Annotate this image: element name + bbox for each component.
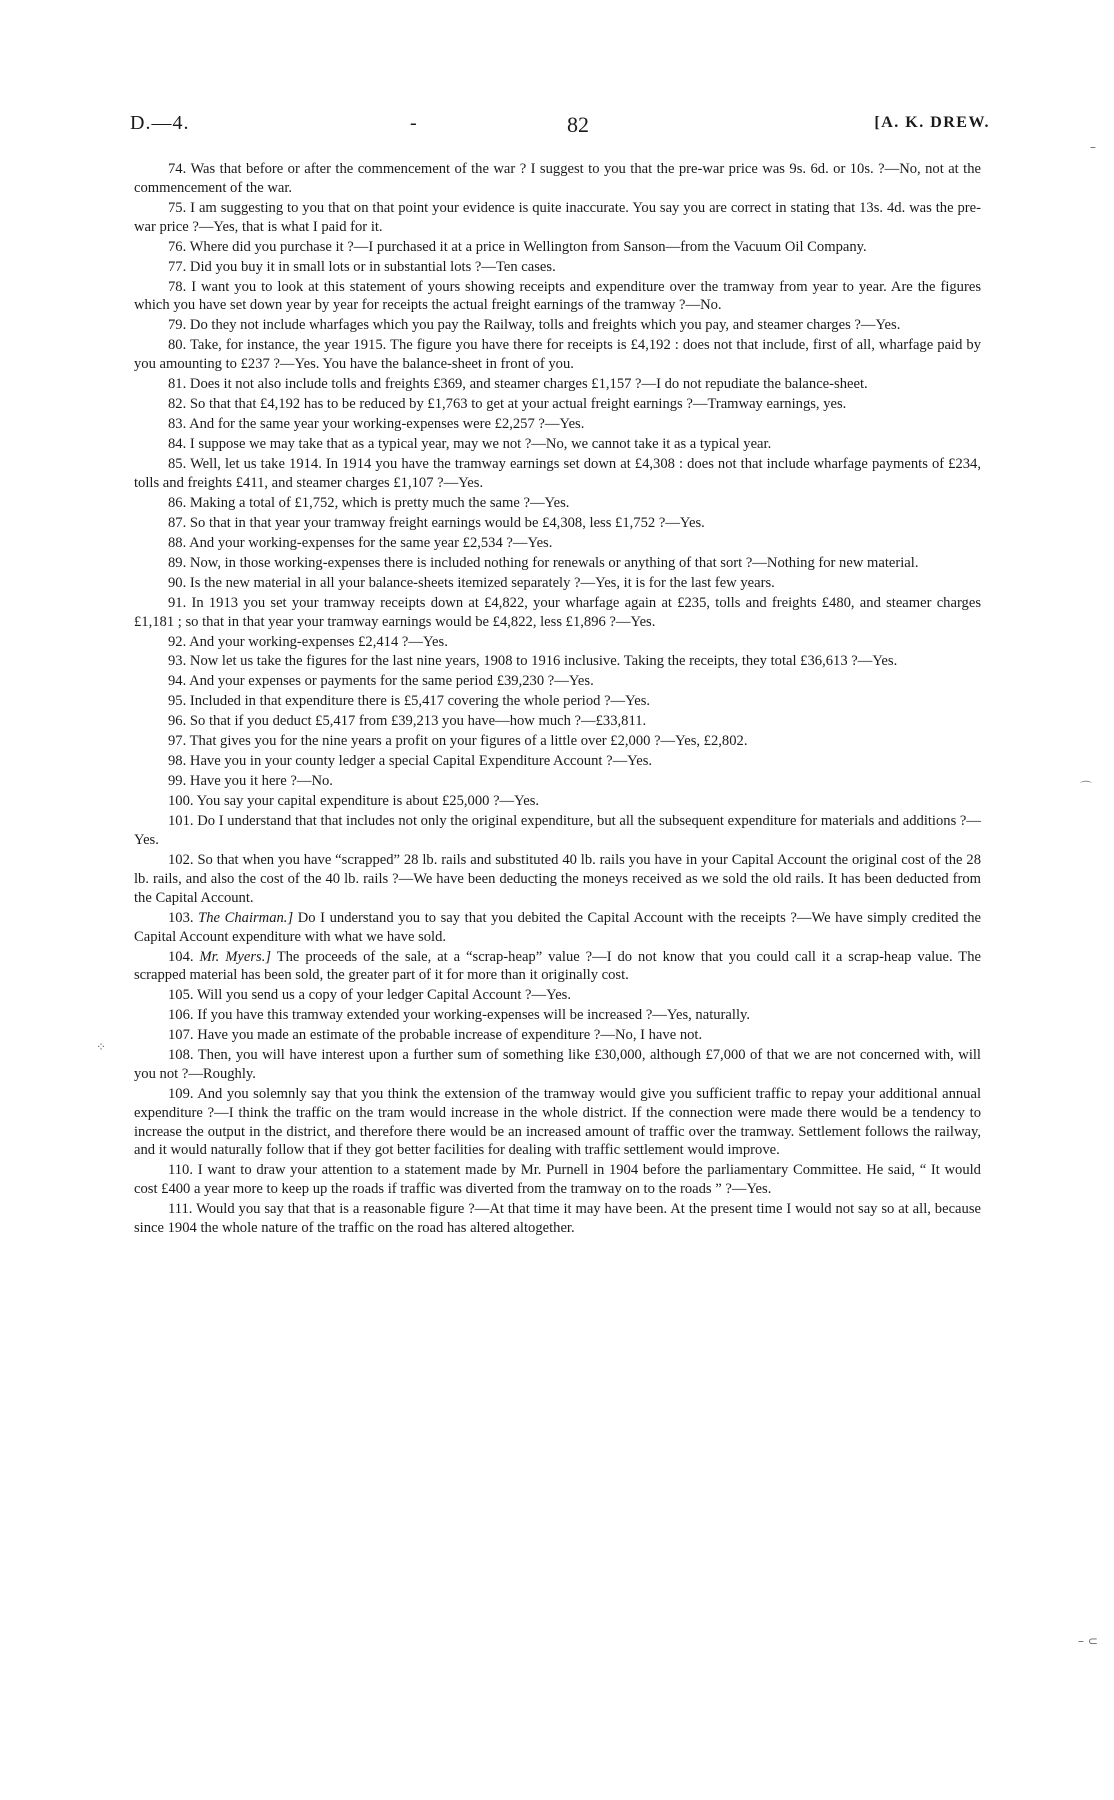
question-paragraph <box>134 1200 981 1238</box>
margin-mark-top-right: – <box>1090 140 1096 154</box>
question-paragraph <box>134 1026 981 1045</box>
question-number: 110. <box>168 1162 193 1179</box>
question-answer-text: So that in that year your tramway freight earnings would be £4,308, less £1,752 ?—Yes. <box>189 514 705 531</box>
question-number: 74. <box>168 161 187 177</box>
question-paragraph <box>134 316 981 335</box>
question-answer-text: So that when you have “scrapped” 28 lb. rails and substituted 40 lb. rails you have in your Capital Account the original cost of the 28 lb. rails, and also the cost of the 40 lb. rails ?—We have been deducting the moneys received as we sold the old rails. It has been deducted from the Capital Account. <box>134 852 981 906</box>
question-number: 75. <box>168 199 187 216</box>
question-paragraph <box>134 435 981 454</box>
header-dash: - <box>410 112 417 134</box>
question-number: 109. <box>168 1086 194 1103</box>
question-answer-text: And your expenses or payments for the same period £39,230 ?—Yes. <box>189 673 594 690</box>
question-answer-text: Does it not also include tolls and freights £369, and steamer charges £1,157 ?—I do not repudiate the balance-sheet. <box>189 376 868 393</box>
testimony-body <box>134 160 981 1239</box>
question-paragraph <box>134 792 981 811</box>
question-answer-text: The proceeds of the sale, at a “scrap-heap” value ?—I do not know that you could call it a scrap-heap value. The scrapped material has been sold, the greater part of it for more than it originally cost. <box>134 948 981 984</box>
question-paragraph <box>134 1046 981 1084</box>
question-number: 90. <box>168 574 187 591</box>
question-answer-text: If you have this tramway extended your working-expenses will be increased ?—Yes, naturally. <box>197 1007 750 1024</box>
question-paragraph <box>134 752 981 771</box>
question-answer-text: So that if you deduct £5,417 from £39,213 you have—how much ?—£33,811. <box>189 713 647 730</box>
margin-mark-left: ⁘ <box>96 1040 107 1054</box>
question-answer-text: Now let us take the figures for the last nine years, 1908 to 1916 inclusive. Taking the receipts, they total £36,613 ?—Yes. <box>189 653 898 670</box>
question-paragraph <box>134 336 981 374</box>
question-answer-text: Included in that expenditure there is £5,417 covering the whole period ?—Yes. <box>189 693 651 710</box>
question-number: 77. <box>168 258 187 275</box>
question-number: 80. <box>168 337 187 354</box>
question-number: 101. <box>168 813 194 830</box>
question-answer-text: So that that £4,192 has to be reduced by £1,763 to get at your actual freight earnings ?—Tramway earnings, yes. <box>189 396 847 413</box>
question-paragraph <box>134 395 981 414</box>
question-paragraph <box>134 375 981 394</box>
question-number: 102. <box>168 852 194 869</box>
question-number: 79. <box>168 317 187 334</box>
question-answer-text: And you solemnly say that you think the extension of the tramway would give you sufficient traffic to repay your additional annual expenditure ?—I think the traffic on the tram would increase in the whole district. If the connection were made there would be a tendency to increase the output in the district, and therefore there would be an increased amount of traffic over the tramway. Settlement follows the railway, and it would naturally follow that if they got better facilities for dealing with traffic settlement would improve. <box>134 1086 982 1159</box>
question-paragraph <box>134 278 981 316</box>
question-number: 86. <box>168 494 187 511</box>
question-answer-text: Now, in those working-expenses there is included nothing for renewals or anything of that sort ?—Nothing for new material. <box>189 554 919 571</box>
question-paragraph <box>134 494 981 513</box>
page-number: 82 <box>567 112 589 137</box>
question-number: 107. <box>168 1027 194 1044</box>
question-number: 84. <box>168 436 187 453</box>
question-answer-text: Do I understand that that includes not only the original expenditure, but all the subsequent expenditure for materials and additions ?—Yes. <box>134 813 981 849</box>
question-number: 100. <box>168 793 194 810</box>
question-answer-text: Then, you will have interest upon a further sum of something like £30,000, although £7,000 of that we are not concerned with, will you not ?—Roughly. <box>134 1047 981 1083</box>
question-number: 99. <box>168 773 187 790</box>
question-number: 85. <box>168 456 187 473</box>
question-paragraph <box>134 554 981 573</box>
margin-mark-bottom-right: – ⊂ <box>1078 1634 1098 1648</box>
question-number: 108. <box>168 1047 194 1064</box>
question-answer-text: Do I understand you to say that you debited the Capital Account with the receipts ?—We have simply credited the Capital Account expenditure with what we have sold. <box>134 909 982 945</box>
question-answer-text: Will you send us a copy of your ledger Capital Account ?—Yes. <box>196 987 571 1004</box>
question-paragraph <box>134 594 981 632</box>
question-answer-text: I want to draw your attention to a statement made by Mr. Purnell in 1904 before the parliamentary Committee. He said, “ It would cost £400 a year more to keep up the roads if traffic was diverted from the tramway on to the roads ” ?—Yes. <box>134 1162 981 1198</box>
question-number: 89. <box>168 554 187 571</box>
question-paragraph <box>134 455 981 493</box>
question-answer-text: And for the same year your working-expenses were £2,257 ?—Yes. <box>189 416 585 433</box>
question-number: 95. <box>168 693 187 710</box>
question-paragraph <box>134 238 981 257</box>
question-number: 82. <box>168 396 187 413</box>
question-paragraph <box>134 909 981 947</box>
question-number: 92. <box>168 633 187 650</box>
question-paragraph <box>134 812 981 850</box>
question-paragraph <box>134 851 981 907</box>
question-paragraph <box>134 652 981 671</box>
question-number: 111. <box>168 1201 193 1218</box>
question-paragraph <box>134 633 981 652</box>
question-answer-text: Is the new material in all your balance-sheets itemized separately ?—Yes, it is for the last few years. <box>189 574 775 591</box>
speaker-attribution: The Chairman.] <box>198 909 294 926</box>
question-paragraph <box>134 415 981 434</box>
question-number: 87. <box>168 514 187 531</box>
question-paragraph <box>134 160 981 198</box>
question-number: 76. <box>168 238 187 255</box>
question-number: 106. <box>168 1007 194 1024</box>
question-number: 105. <box>168 987 194 1004</box>
question-paragraph <box>134 514 981 533</box>
question-answer-text: Take, for instance, the year 1915. The figure you have there for receipts is £4,192 : does not that include, first of all, wharfage paid by you amounting to £237 ?—Yes. You have the balance-sheet in front of you. <box>134 337 981 373</box>
question-paragraph <box>134 732 981 751</box>
question-answer-text: That gives you for the nine years a profit on your figures of a little over £2,000 ?—Yes, £2,802. <box>189 733 748 750</box>
question-answer-text: Did you buy it in small lots or in substantial lots ?—Ten cases. <box>189 258 556 275</box>
question-answer-text: And your working-expenses for the same year £2,534 ?—Yes. <box>189 534 553 551</box>
speaker-attribution: Mr. Myers.] <box>199 948 272 965</box>
question-number: 88. <box>168 534 187 551</box>
question-paragraph <box>134 534 981 553</box>
question-answer-text: Well, let us take 1914. In 1914 you have the tramway earnings set down at £4,308 : does not that include wharfage payments of £234, tolls and freights £411, and steamer charges £1,107 ?—Yes. <box>134 456 981 491</box>
question-number: 94. <box>168 673 187 690</box>
question-answer-text: I am suggesting to you that on that point your evidence is quite inaccurate. You say you are correct in stating that 13s. 4d. was the pre-war price ?—Yes, that is what I paid for it. <box>134 199 981 235</box>
question-paragraph <box>134 258 981 277</box>
question-answer-text: I want you to look at this statement of yours showing receipts and expenditure over the tramway from year to year. Are the figures which you have set down year by year for receipts the actual freight earnings of the tramway ?—No. <box>134 278 981 314</box>
question-number: 93. <box>168 653 187 670</box>
question-answer-text: Have you made an estimate of the probable increase of expenditure ?—No, I have not. <box>197 1027 703 1044</box>
question-answer-text: I suppose we may take that as a typical year, may we not ?—No, we cannot take it as a typical year. <box>189 436 772 453</box>
question-paragraph <box>134 692 981 711</box>
question-number: 98. <box>168 753 187 770</box>
document-reference: D.—4. <box>130 112 190 134</box>
question-paragraph <box>134 1085 981 1160</box>
question-number: 91. <box>168 594 187 611</box>
question-answer-text: And your working-expenses £2,414 ?—Yes. <box>189 633 448 650</box>
question-answer-text: In 1913 you set your tramway receipts down at £4,822, your wharfage again at £235, tolls and freights £480, and steamer charges £1,181 ; so that in that year your tramway earnings would be £4,822, less £1,896 ?—Yes. <box>134 594 981 630</box>
question-number: 96. <box>168 713 187 730</box>
question-answer-text: Would you say that that is a reasonable figure ?—At that time it may have been. At the present time I would not say so at all, because since 1904 the whole nature of the traffic on the road has altered altogether. <box>134 1201 981 1236</box>
question-answer-text: Have you in your county ledger a special Capital Expenditure Account ?—Yes. <box>189 753 653 770</box>
question-number: 78. <box>168 278 187 295</box>
question-paragraph <box>134 672 981 691</box>
question-paragraph <box>134 1161 981 1199</box>
question-answer-text: Was that before or after the commencement of the war ? I suggest to you that the pre-war price was 9s. 6d. or 10s. ?—No, not at the commencement of the war. <box>134 161 982 196</box>
question-paragraph <box>134 1006 981 1025</box>
question-paragraph <box>134 986 981 1005</box>
question-number: 83. <box>168 416 187 433</box>
question-answer-text: Making a total of £1,752, which is pretty much the same ?—Yes. <box>189 494 570 511</box>
question-number: 81. <box>168 376 187 393</box>
question-number: 103. <box>168 909 194 926</box>
question-paragraph <box>134 712 981 731</box>
question-answer-text: Have you it here ?—No. <box>189 773 333 790</box>
question-answer-text: You say your capital expenditure is about £25,000 ?—Yes. <box>196 793 540 810</box>
question-paragraph <box>134 199 981 237</box>
question-paragraph <box>134 772 981 791</box>
question-answer-text: Where did you purchase it ?—I purchased it at a price in Wellington from Sanson—from the Vacuum Oil Company. <box>189 238 867 255</box>
question-number: 97. <box>168 733 187 750</box>
question-number: 104. <box>168 948 194 965</box>
margin-mark-mid-right: ⌒ <box>1080 780 1093 794</box>
question-paragraph <box>134 574 981 593</box>
witness-name: [A. K. DREW. <box>874 114 990 131</box>
question-paragraph <box>134 948 981 986</box>
question-answer-text: Do they not include wharfages which you pay the Railway, tolls and freights which you pay, and steamer charges ?—Yes. <box>189 317 901 334</box>
page-header <box>130 112 990 142</box>
